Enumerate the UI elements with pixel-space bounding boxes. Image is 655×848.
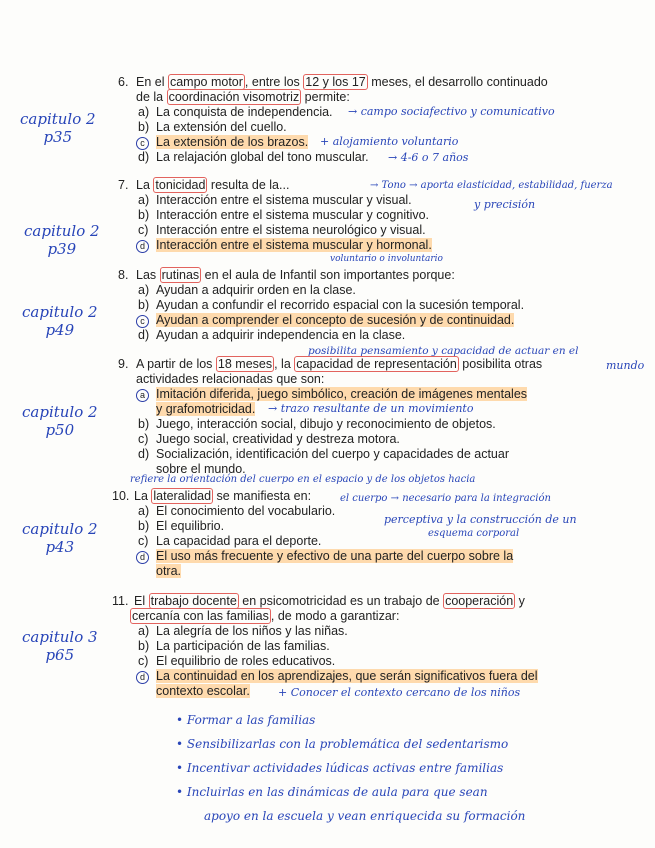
highlight-box: 18 meses <box>217 357 273 371</box>
option-text: Ayudan a adquirir independencia en la clase. <box>156 328 406 342</box>
option-text: Interacción entre el sistema muscular y visual. <box>156 193 412 207</box>
margin-note-q6 <box>20 110 96 146</box>
option-text-answer: El uso más frecuente y efectivo de una parte del cuerpo sobre la <box>156 549 514 563</box>
option-text: La participación de las familias. <box>156 639 330 653</box>
margin-note-q8 <box>22 303 98 339</box>
option-text: La capacidad para el deporte. <box>156 534 322 548</box>
margin-page: p39 <box>47 240 77 258</box>
highlight-box: trabajo docente <box>150 594 237 608</box>
option-text: La relajación global del tono muscular. <box>156 150 369 164</box>
option-letter: d) <box>138 447 150 461</box>
question-number: 6. <box>118 75 129 89</box>
handwritten-list <box>176 708 525 828</box>
option-text: La conquista de independencia. <box>156 105 333 119</box>
option-letter: b) <box>138 519 150 533</box>
option-letter: a) <box>138 504 150 518</box>
margin-page: p43 <box>45 538 75 556</box>
option-text-answer: otra. <box>156 564 182 578</box>
option-d <box>118 150 548 165</box>
handwritten-note: voluntario o involuntario <box>330 254 443 264</box>
answer-circle: d <box>136 240 149 253</box>
option-c <box>118 432 542 447</box>
option-text: Interacción entre el sistema neurológico y visual. <box>156 223 426 237</box>
handwritten-note: esquema corporal <box>428 528 520 539</box>
stem-text: meses, el desarrollo continuado <box>367 75 548 89</box>
option-a <box>118 387 542 402</box>
answer-circle: d <box>136 551 149 564</box>
option-letter: c) <box>138 654 149 668</box>
option-text-answer: Ayudan a comprender el concepto de sucesión y de continuidad. <box>156 313 515 327</box>
option-b <box>112 639 538 654</box>
margin-note-q7 <box>24 222 100 258</box>
option-d <box>112 669 538 684</box>
handwritten-note: refiere la orientación del cuerpo en el espacio y de los objetos hacia <box>130 474 476 485</box>
margin-page: p35 <box>43 128 73 146</box>
option-text: Socialización, identificación del cuerpo y capacidades de actuar <box>156 447 509 461</box>
stem-text: permite: <box>301 90 350 104</box>
question-stem-line2 <box>112 609 538 624</box>
option-letter: c) <box>138 534 149 548</box>
option-a <box>112 624 538 639</box>
option-d <box>112 549 513 564</box>
option-b <box>118 417 542 432</box>
option-text-answer: y grafomotricidad. <box>156 402 256 416</box>
question-number: 10. <box>112 489 130 503</box>
highlight-box: campo motor <box>169 75 243 89</box>
option-text: La extensión del cuello. <box>156 120 287 134</box>
handwritten-note: el cuerpo → necesario para la integración <box>340 493 551 504</box>
stem-text: Las <box>136 268 160 282</box>
stem-text: , la <box>274 357 295 371</box>
option-text-answer: contexto escolar. <box>156 684 250 698</box>
option-letter: c) <box>138 223 149 237</box>
option-d <box>118 447 542 462</box>
answer-circle: a <box>136 389 149 402</box>
handwritten-list-item: • Incluirlas en las dinámicas de aula para que sean <box>176 785 488 799</box>
option-letter: d) <box>138 328 150 342</box>
margin-chapter: capitulo 2 <box>22 303 98 321</box>
option-b <box>118 298 524 313</box>
option-letter: b) <box>138 208 150 222</box>
highlight-box: tonicidad <box>155 178 206 192</box>
stem-text: de la <box>136 90 167 104</box>
question-stem-line2: actividades relacionadas que son: <box>136 372 325 386</box>
margin-chapter: capitulo 2 <box>22 520 98 538</box>
margin-chapter: capitulo 2 <box>24 222 100 240</box>
option-letter: b) <box>138 417 150 431</box>
question-stem <box>112 594 538 609</box>
option-c <box>112 654 538 669</box>
handwritten-note: → campo sociafectivo y comunicativo <box>348 105 555 118</box>
option-text: El equilibrio. <box>156 519 225 533</box>
question-number: 9. <box>118 357 129 371</box>
highlight-box: coordinación visomotriz <box>168 90 300 104</box>
handwritten-note: + Conocer el contexto cercano de los niños <box>278 686 521 699</box>
highlight-box: cooperación <box>445 594 514 608</box>
stem-text: posibilita otras <box>458 357 543 371</box>
question-number: 7. <box>118 178 129 192</box>
option-text-answer: Imitación diferida, juego simbólico, creación de imágenes mentales <box>156 387 528 401</box>
option-a <box>118 283 524 298</box>
question-number: 8. <box>118 268 129 282</box>
option-text: El equilibrio de roles educativos. <box>156 654 336 668</box>
margin-note-q11 <box>22 628 98 664</box>
margin-page: p50 <box>45 421 75 439</box>
option-letter: a) <box>138 193 150 207</box>
question-stem-line2 <box>118 90 548 105</box>
handwritten-list-item: apoyo en la escuela y vean enriquecida su formación <box>204 809 526 823</box>
answer-circle: c <box>136 137 149 150</box>
option-d <box>118 328 524 343</box>
question-stem <box>118 75 548 90</box>
handwritten-list-item: • Incentivar actividades lúdicas activas entre familias <box>176 761 504 775</box>
option-letter: a) <box>138 283 150 297</box>
option-a <box>118 193 432 208</box>
highlight-box: lateralidad <box>153 489 212 503</box>
stem-text: en psicomotricidad es un trabajo de <box>238 594 444 608</box>
margin-page: p65 <box>45 646 75 664</box>
highlight-box: capacidad de representación <box>296 357 457 371</box>
question-stem <box>118 268 524 283</box>
stem-text: El <box>134 594 149 608</box>
question-8 <box>118 268 524 343</box>
handwritten-note: mundo <box>606 359 645 372</box>
highlight-box: cercanía con las familias <box>132 609 269 623</box>
option-letter: b) <box>138 298 150 312</box>
option-text: Juego social, creatividad y destreza motora. <box>156 432 400 446</box>
option-b <box>118 120 548 135</box>
handwritten-note: + alojamiento voluntario <box>320 135 459 148</box>
stem-text: , de modo a garantizar: <box>270 609 400 623</box>
handwritten-note: → trazo resultante de un movimiento <box>268 402 474 415</box>
option-letter: a) <box>138 624 150 638</box>
highlight-box: rutinas <box>161 268 200 282</box>
margin-page: p49 <box>45 321 75 339</box>
stem-text: en el aula de Infantil son importantes porque: <box>201 268 455 282</box>
answer-circle: c <box>136 315 149 328</box>
highlight-box: 12 y los 17 <box>305 75 366 89</box>
option-c <box>118 223 432 238</box>
stem-text: y <box>515 594 525 608</box>
option-text: Ayudan a adquirir orden en la clase. <box>156 283 356 297</box>
option-d <box>118 238 432 253</box>
handwritten-note: perceptiva y la construcción de un <box>384 513 577 526</box>
option-text-answer: Interacción entre el sistema muscular y hormonal. <box>156 238 432 252</box>
option-letter: d) <box>138 150 150 164</box>
handwritten-note: → 4-6 o 7 años <box>388 151 469 164</box>
option-text-answer: La continuidad en los aprendizajes, que serán significativos fuera del <box>156 669 538 683</box>
question-number: 11. <box>112 594 129 608</box>
margin-chapter: capitulo 3 <box>22 628 98 646</box>
option-text: Juego, interacción social, dibujo y reconocimiento de objetos. <box>156 417 496 431</box>
margin-note-q9 <box>22 403 98 439</box>
option-letter: b) <box>138 120 150 134</box>
margin-chapter: capitulo 2 <box>20 110 96 128</box>
stem-text: En el <box>136 75 168 89</box>
handwritten-note: posibilita pensamiento y capacidad de actuar en el <box>308 345 579 357</box>
margin-note-q10 <box>22 520 98 556</box>
answer-circle: d <box>136 671 149 684</box>
option-text-answer: La extensión de los brazos. <box>156 135 309 149</box>
handwritten-list-item: • Sensibilizarlas con la problemática del sedentarismo <box>176 737 509 751</box>
option-text: El conocimiento del vocabulario. <box>156 504 336 518</box>
option-d-line2 <box>112 564 513 579</box>
stem-text: , entre los <box>244 75 304 89</box>
option-text: La alegría de los niños y las niñas. <box>156 624 348 638</box>
option-letter: c) <box>138 432 149 446</box>
question-6 <box>118 75 548 165</box>
option-text: Ayudan a confundir el recorrido espacial con la sucesión temporal. <box>156 298 525 312</box>
stem-text: A partir de los <box>136 357 216 371</box>
stem-text: se manifiesta en: <box>213 489 312 503</box>
question-11 <box>112 594 538 699</box>
handwritten-note: y precisión <box>474 198 536 211</box>
stem-text: La <box>134 489 152 503</box>
margin-chapter: capitulo 2 <box>22 403 98 421</box>
option-c <box>118 313 524 328</box>
handwritten-list-item: • Formar a las familias <box>176 713 316 727</box>
option-b <box>118 208 432 223</box>
question-9 <box>118 357 542 477</box>
question-stem <box>118 357 542 372</box>
stem-text: resulta de la... <box>207 178 290 192</box>
option-letter: a) <box>138 105 150 119</box>
option-text: Interacción entre el sistema muscular y cognitivo. <box>156 208 430 222</box>
handwritten-note: → Tono → aporta elasticidad, estabilidad, fuerza <box>370 180 613 191</box>
option-d-line2: sobre el mundo. <box>156 462 246 476</box>
option-letter: b) <box>138 639 150 653</box>
stem-text: La <box>136 178 154 192</box>
